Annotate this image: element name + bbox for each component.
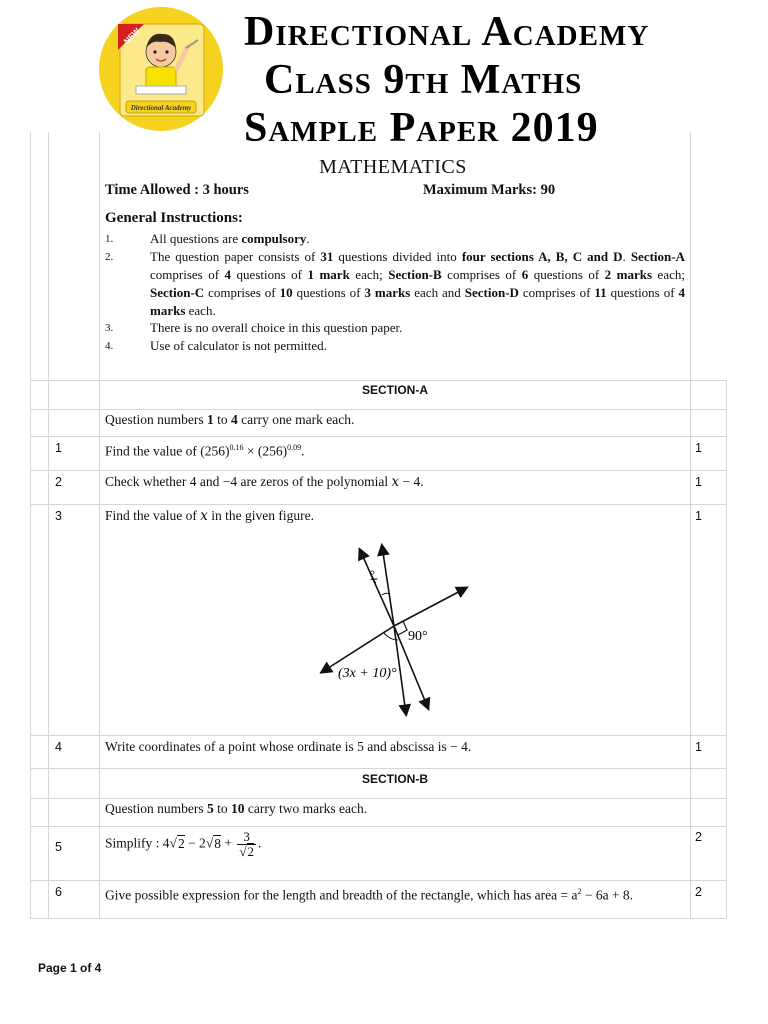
instruction-number: 4.: [105, 340, 114, 352]
question-marks: 2: [695, 885, 702, 899]
academy-logo: [98, 6, 224, 132]
label-90: 90°: [408, 629, 428, 644]
question-marks: 1: [695, 441, 702, 455]
time-allowed: Time Allowed : 3 hours: [105, 182, 249, 198]
question-3-text: Find the value of 𝑥 in the given figure.: [105, 508, 314, 523]
question-6-text: Give possible expression for the length and breadth of the rectangle, which has area = $a^2 - 6a + 8$.: [105, 887, 634, 903]
label-x: x°: [364, 568, 383, 585]
instruction-number: 1.: [105, 233, 114, 245]
question-1-text: Find the value of $(256)^{0.16} \times (256)^{0.09}$.: [105, 443, 305, 459]
question-marks: 1: [695, 740, 702, 754]
instruction-item: [105, 248, 685, 320]
section-b-note: Question numbers 5 to 10 carry two marks each.: [105, 801, 368, 816]
instruction-number: 2.: [105, 251, 114, 263]
header-line-academy: Directional Academy: [244, 9, 650, 55]
question-number: 3: [55, 509, 62, 523]
subject-title: MATHEMATICS: [319, 156, 467, 178]
section-a-note: Question numbers 1 to 4 carry one mark each.: [105, 412, 355, 427]
instruction-item: [105, 337, 685, 355]
question-marks: 1: [695, 509, 702, 523]
maximum-marks: Maximum Marks: 90: [423, 182, 556, 198]
section-a-heading: SECTION-A: [362, 383, 428, 397]
fraction: $\frac{3}{√2}$: [239, 829, 254, 859]
paper-header-title: [244, 8, 704, 152]
instruction-text: There is no overall choice in this question paper.: [150, 320, 403, 335]
question-number: 1: [55, 441, 62, 455]
question-number: 4: [55, 740, 62, 754]
question-number: 2: [55, 475, 62, 489]
svg-text:Directional Academy: Directional Academy: [130, 104, 192, 112]
question-marks: 1: [695, 475, 702, 489]
angle-figure: [310, 540, 480, 720]
page-number: Page 1 of 4: [38, 961, 102, 975]
general-instructions-title: General Instructions:: [105, 210, 243, 226]
question-2-text: Check whether 4 and −4 are zeros of the polynomial 𝑥 − 4.: [105, 474, 424, 489]
instruction-text: All questions are compulsory.: [150, 231, 310, 246]
instruction-text: Use of calculator is not permitted.: [150, 338, 327, 353]
question-number: 6: [55, 885, 62, 899]
svg-text:NEW: NEW: [122, 26, 142, 46]
instruction-item: [105, 319, 685, 337]
question-number: 5: [55, 840, 62, 854]
header-line-class: Class 9th Maths: [264, 57, 583, 103]
question-marks: 2: [695, 830, 702, 844]
label-expression: (3x + 10)°: [338, 666, 397, 681]
instruction-number: 3.: [105, 322, 114, 334]
line-right: [394, 588, 466, 626]
section-b-heading: SECTION-B: [362, 772, 428, 786]
instruction-item: [105, 230, 685, 248]
instruction-text: The question paper consists of 31 questions divided into four sections A, B, C and D. Section-A comprises of 4 questions of 1 mark each; Section-B comprises of 6 questions of 2 marks each; Section-C comprises of 10 questions of 3 marks each and Section-D comprises of 11 questions of 4 marks each.: [150, 249, 685, 318]
question-5-text: Simplify : 4√2 − 2√8 + $\frac{3}{√2}$ .: [105, 829, 262, 859]
question-4-text: Write coordinates of a point whose ordinate is 5 and abscissa is − 4.: [105, 739, 472, 754]
header-line-year: Sample Paper 2019: [244, 105, 599, 151]
